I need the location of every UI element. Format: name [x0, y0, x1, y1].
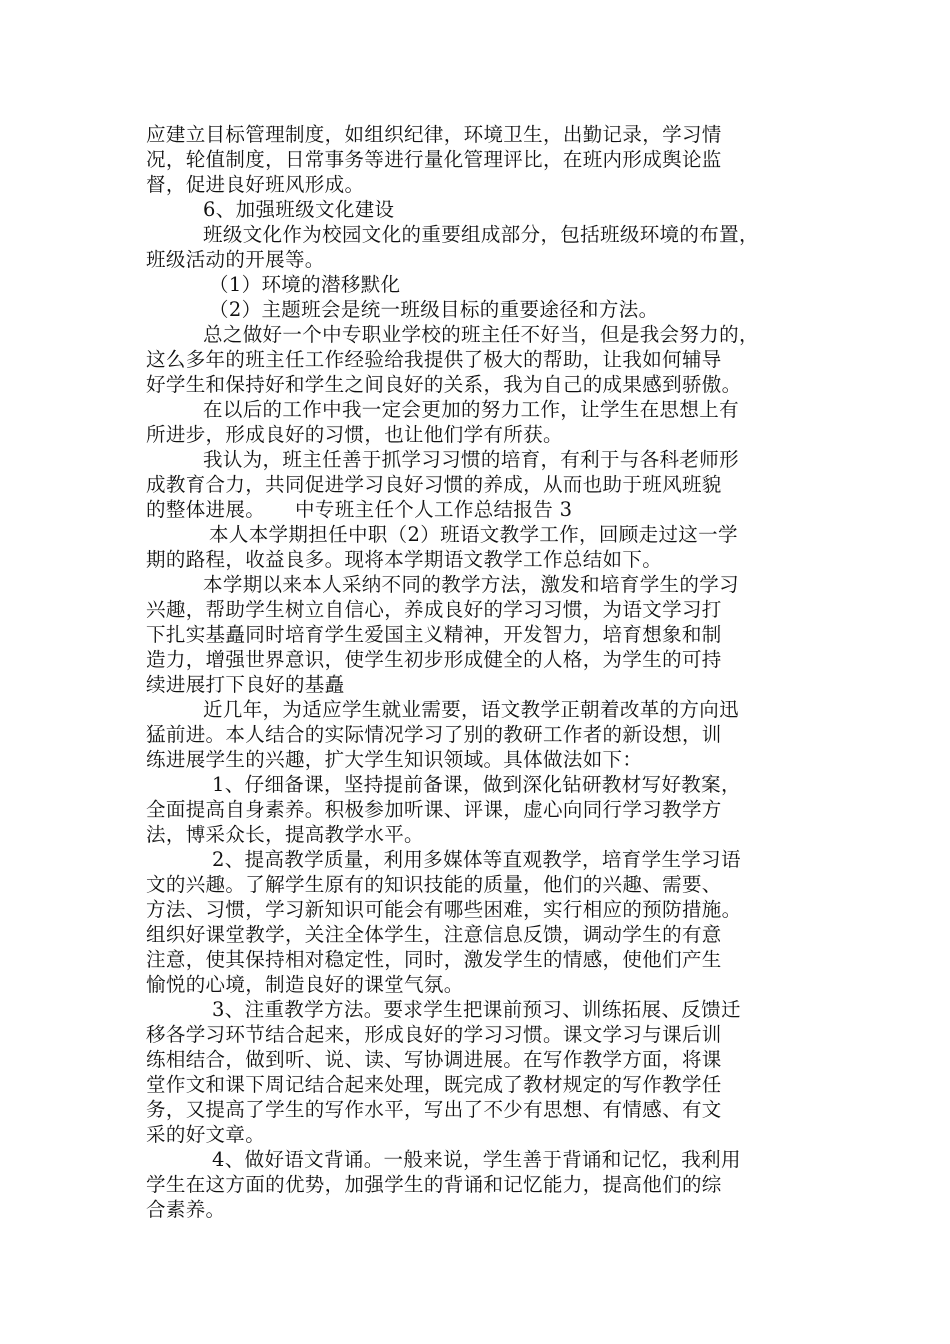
- text-line: 练相结合，做到听、说、读、写协调进展。在写作教学方面，将课: [146, 1048, 722, 1071]
- list-item: 3、注重教学方法。要求学生把课前预习、训练拓展、反馈迁: [212, 998, 741, 1021]
- text-line: 总之做好一个中专职业学校的班主任不好当，但是我会努力的，: [203, 323, 759, 346]
- list-item: 1、仔细备课，坚持提前备课，做到深化钻研教材写好教案，: [212, 773, 741, 796]
- text-line: 学生在这方面的优势，加强学生的背诵和记忆能力，提高他们的综: [146, 1173, 722, 1196]
- text-line: 注意，使其保持相对稳定性，同时，激发学生的情感，使他们产生: [146, 948, 722, 971]
- text-line: 班级文化作为校园文化的重要组成部分，包括班级环境的布置，: [203, 223, 759, 246]
- text-line: 组织好课堂教学，关注全体学生，注意信息反馈，调动学生的有意: [146, 923, 722, 946]
- list-item: 4、做好语文背诵。一般来说，学生善于背诵和记忆，我利用: [212, 1148, 741, 1171]
- text-line: 近几年，为适应学生就业需要，语文教学正朝着改革的方向迅: [203, 698, 739, 721]
- text-line: 造力，增强世界意识，使学生初步形成健全的人格，为学生的可持: [146, 648, 722, 671]
- text-line: 况，轮值制度，日常事务等进行量化管理评比，在班内形成舆论监: [146, 148, 722, 171]
- text-line: 期的路程，收益良多。现将本学期语文教学工作总结如下。: [146, 548, 663, 571]
- text-line: 我认为，班主任善于抓学习习惯的培育，有利于与各科老师形: [203, 448, 739, 471]
- text-line: 文的兴趣。了解学生原有的知识技能的质量，他们的兴趣、需要、: [146, 873, 722, 896]
- text-line: 堂作文和课下周记结合起来处理，既完成了教材规定的写作教学任: [146, 1073, 722, 1096]
- text-line: 猛前进。本人结合的实际情况学习了别的教研工作者的新设想，训: [146, 723, 722, 746]
- text-line: 愉悦的心境，制造良好的课堂气氛。: [146, 973, 464, 996]
- text-line: 好学生和保持好和学生之间良好的关系，我为自己的成果感到骄傲。: [146, 373, 742, 396]
- text-line: 续进展打下良好的基矗: [146, 673, 345, 696]
- text-line: 移各学习环节结合起来，形成良好的学习习惯。课文学习与课后训: [146, 1023, 722, 1046]
- list-item: （1）环境的潜移默化: [209, 273, 401, 296]
- text-line: 督，促进良好班风形成。: [146, 173, 365, 196]
- text-line: 练进展学生的兴趣，扩大学生知识领域。具体做法如下：: [146, 748, 643, 771]
- text-line: 本人本学期担任中职（2）班语文教学工作，回顾走过这一学: [209, 523, 738, 546]
- text-line: 成教育合力，共同促进学习良好习惯的养成，从而也助于班风班貌: [146, 473, 722, 496]
- document-page: [146, 122, 810, 1222]
- text-line: 下扎实基矗同时培育学生爱国主义精神，开发智力，培育想象和制: [146, 623, 722, 646]
- text-line: 这么多年的班主任工作经验给我提供了极大的帮助，让我如何辅导: [146, 348, 722, 371]
- text-line: 采的好文章。: [146, 1123, 266, 1146]
- text-line: 合素养。: [146, 1198, 226, 1221]
- text-line: 班级活动的开展等。: [146, 248, 325, 271]
- text-line: 方法、习惯，学习新知识可能会有哪些困难，实行相应的预防措施。: [146, 898, 742, 921]
- list-item: （2）主题班会是统一班级目标的重要途径和方法。: [209, 298, 659, 321]
- text-line: 本学期以来本人采纳不同的教学方法，激发和培育学生的学习: [203, 573, 739, 596]
- text-line: 务，又提高了学生的写作水平，写出了不少有思想、有情感、有文: [146, 1098, 722, 1121]
- text-line: 所进步，形成良好的习惯，也让他们学有所获。: [146, 423, 563, 446]
- text-line: 的整体进展。 中专班主任个人工作总结报告 3: [146, 498, 573, 521]
- list-item: 2、提高教学质量，利用多媒体等直观教学，培育学生学习语: [212, 848, 741, 871]
- section-heading: 6、加强班级文化建设: [203, 198, 395, 221]
- text-line: 在以后的工作中我一定会更加的努力工作，让学生在思想上有: [203, 398, 739, 421]
- text-line: 兴趣，帮助学生树立自信心，养成良好的学习习惯，为语文学习打: [146, 598, 722, 621]
- text-line: 应建立目标管理制度，如组织纪律，环境卫生，出勤记录，学习情: [146, 123, 722, 146]
- text-line: 法，博采众长，提高教学水平。: [146, 823, 424, 846]
- text-line: 全面提高自身素养。积极参加听课、评课，虚心向同行学习教学方: [146, 798, 722, 821]
